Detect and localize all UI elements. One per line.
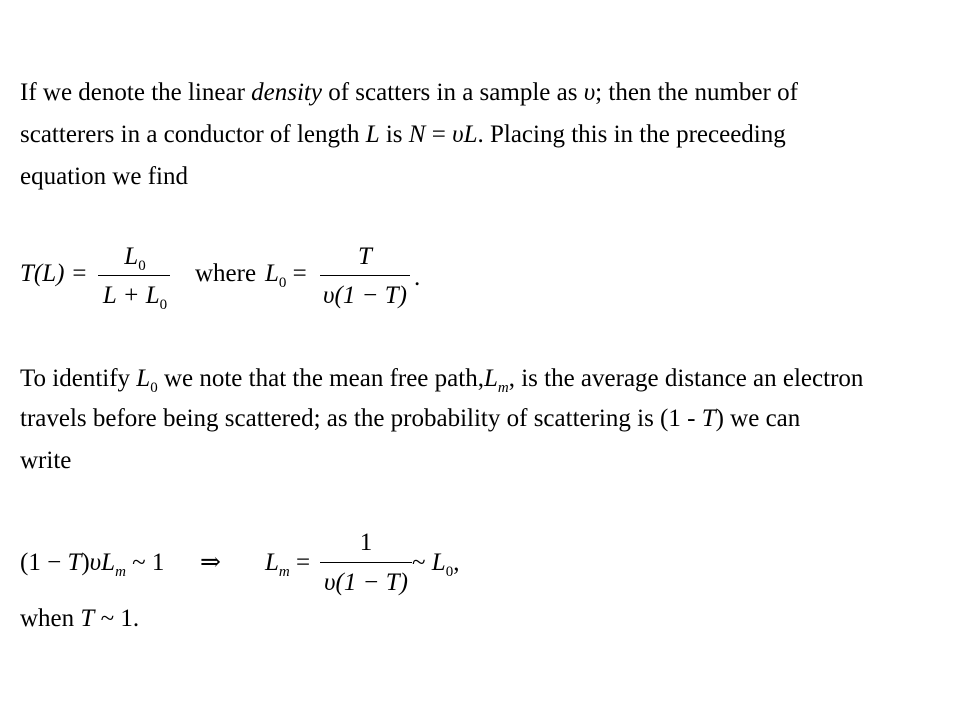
- text: ): [81, 549, 90, 576]
- text: ~ 1: [125, 549, 165, 576]
- text: ) we can: [715, 405, 801, 432]
- text: (1 −: [20, 549, 68, 576]
- text: of scatters in a sample as: [321, 79, 584, 106]
- equals: =: [289, 549, 311, 576]
- symbol-L: L: [483, 365, 498, 392]
- final-line: [20, 604, 139, 634]
- eq1-lhs: [20, 259, 88, 289]
- eq1-where: where: [195, 260, 257, 287]
- eq2-tail: [412, 548, 459, 581]
- eq2-Lm: [265, 548, 310, 581]
- symbol-L: L: [431, 549, 446, 576]
- eq1-L0: [265, 259, 307, 292]
- para1-line1: [20, 78, 798, 108]
- subscript: 0: [445, 564, 454, 580]
- eq1-fraction-bar-2: [320, 275, 410, 276]
- text: , is the average distance an electron: [508, 365, 864, 392]
- eq1-numerator-2: [320, 242, 410, 272]
- subscript: 0: [150, 380, 158, 396]
- symbol-L: L: [124, 243, 139, 270]
- eq2-fraction-bar: [320, 562, 412, 563]
- eq2-lhs: [20, 548, 164, 581]
- den-text: L + L: [102, 282, 160, 309]
- text: travels before being scattered; as the probability of scattering is (1 -: [20, 405, 702, 432]
- den-text: υ(1 − T): [324, 569, 408, 596]
- symbol-T: T: [80, 605, 95, 632]
- text: ~: [412, 549, 432, 576]
- emphasis-density: density: [251, 79, 322, 106]
- eq1-denominator: [96, 281, 174, 314]
- text: To identify: [20, 365, 137, 392]
- eq1-lhs-text: T(L) =: [20, 260, 88, 287]
- symbol-T: T: [67, 549, 82, 576]
- subscript: 0: [278, 275, 287, 291]
- text: scatterers in a conductor of length: [20, 121, 366, 148]
- subscript: 0: [138, 258, 146, 274]
- subscript: 0: [159, 297, 168, 313]
- symbol-upsilon: υ: [583, 79, 596, 106]
- symbol-L: L: [365, 121, 380, 148]
- para2-line2: [20, 404, 800, 434]
- text: . Placing this in the preceeding: [477, 121, 786, 148]
- eq2-numerator: 1: [359, 529, 373, 556]
- text: =: [425, 121, 453, 148]
- subscript: m: [497, 380, 509, 396]
- para2-line3: write: [20, 447, 72, 474]
- subscript: m: [115, 564, 126, 580]
- symbol-upsilon-L: υL: [89, 549, 116, 576]
- text: ; then the number of: [595, 79, 798, 106]
- text: If we denote the linear: [20, 79, 252, 106]
- symbol-N: N: [408, 121, 426, 148]
- eq1-period: .: [414, 264, 421, 291]
- text: when: [20, 605, 81, 632]
- symbol-L: L: [265, 549, 279, 576]
- symbol-L: L: [136, 365, 151, 392]
- eq1-denominator-2: [318, 281, 412, 311]
- symbol-T: T: [701, 405, 716, 432]
- para1-line3: equation we find: [20, 163, 189, 190]
- symbol-L: L: [265, 260, 279, 287]
- implies-arrow-icon: ⇒: [200, 549, 221, 576]
- para2-line1: [20, 364, 863, 397]
- text: we note that the mean free path,: [157, 365, 484, 392]
- eq1-numerator: [100, 242, 170, 275]
- eq2-denominator: [318, 568, 414, 598]
- text: ,: [453, 549, 460, 576]
- symbol-T: T: [358, 243, 372, 270]
- eq1-fraction-bar: [98, 275, 170, 276]
- text: is: [379, 121, 409, 148]
- den-text: υ(1 − T): [323, 282, 407, 309]
- symbol-upsilon-L: υL: [452, 121, 478, 148]
- para1-line2: [20, 120, 786, 150]
- text: ~ 1.: [94, 605, 140, 632]
- subscript: m: [278, 564, 290, 580]
- equals: =: [286, 260, 307, 287]
